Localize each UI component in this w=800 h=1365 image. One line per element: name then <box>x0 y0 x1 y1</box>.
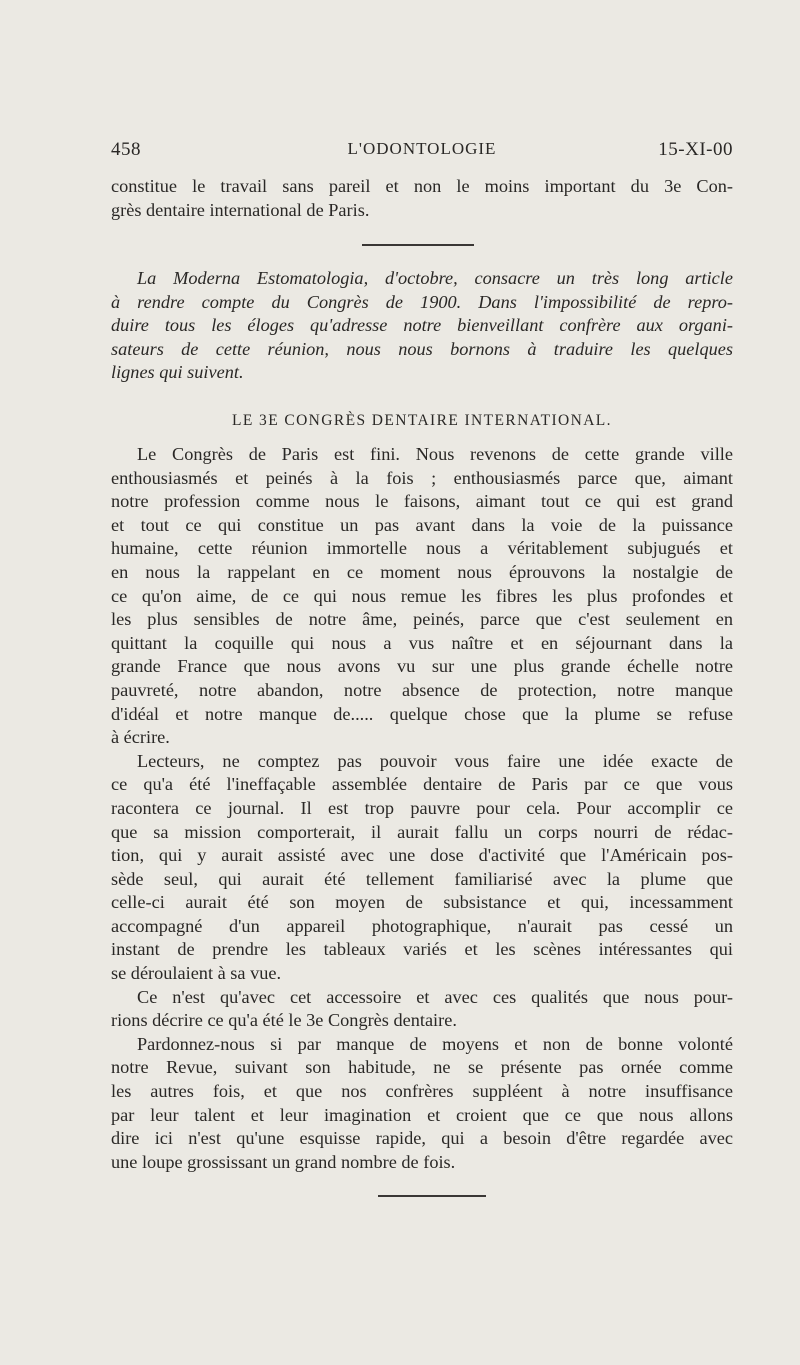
text-line: grande France que nous avons vu sur une plus grande échelle notre <box>111 656 733 677</box>
text-line: duire tous les éloges qu'adresse notre bienveillant confrère aux organi- <box>111 315 733 336</box>
text-line: les autres fois, et que nos confrères suppléent à notre insuffisance <box>111 1081 733 1102</box>
text-line: une loupe grossissant un grand nombre de fois. <box>111 1151 456 1172</box>
text-line: Pardonnez-nous si par manque de moyens et non de bonne volonté <box>137 1033 733 1054</box>
intro-continuation <box>111 175 733 222</box>
text-line: accompagné d'un appareil photographique, n'aurait pas cessé un <box>111 915 733 936</box>
section-title: LE 3E CONGRÈS DENTAIRE INTERNATIONAL. <box>232 412 612 429</box>
text-line: en nous la rappelant en ce moment nous éprouvons la nostalgie de <box>111 561 733 582</box>
text-line: notre profession comme nous le faisons, aimant tout ce qui est grand <box>111 491 733 512</box>
text-line: ce qu'a été l'ineffaçable assemblée dentaire de Paris par ce que vous <box>111 774 733 795</box>
text-line: sède seul, qui aurait été tellement familiarisé avec la plume que <box>111 868 733 889</box>
text-line: à écrire. <box>111 727 170 748</box>
text-line: constitue le travail sans pareil et non le moins important du 3e Con- <box>111 176 733 196</box>
page-number: 458 <box>111 139 141 160</box>
text-line: les plus sensibles de notre âme, peinés, parce que c'est seulement en <box>111 609 733 630</box>
text-line: rions décrire ce qu'a été le 3e Congrès dentaire. <box>111 1010 457 1031</box>
text-line: par leur talent et leur imagination et croient que ce que nous allons <box>111 1104 733 1125</box>
text-line: et tout ce qui constitue un pas avant dans la voie de la puissance <box>111 514 733 535</box>
text-line: lignes qui suivent. <box>111 362 244 383</box>
text-line: à rendre compte du Congrès de 1900. Dans l'impossibilité de repro- <box>111 291 733 312</box>
issue-date: 15-XI-00 <box>658 139 733 160</box>
text-line: que sa mission comporterait, il aurait fallu un corps nourri de rédac- <box>111 821 733 842</box>
end-divider <box>378 1195 486 1197</box>
text-line: humaine, cette réunion immortelle nous a véritablement subjugués et <box>111 538 733 559</box>
text-line: Ce n'est qu'avec cet accessoire et avec ces qualités que nous pour- <box>137 986 733 1007</box>
text-line: racontera ce journal. Il est trop pauvre pour cela. Pour accomplir ce <box>111 797 733 818</box>
text-line: quittant la coquille qui nous a vus naître et en séjournant dans la <box>111 632 733 653</box>
journal-title: L'ODONTOLOGIE <box>347 139 497 158</box>
text-line: dire ici n'est qu'une esquisse rapide, qui a besoin d'être regardée avec <box>111 1128 733 1149</box>
text-line: pauvreté, notre abandon, notre absence de protection, notre manque <box>111 679 733 700</box>
text-line: se déroulaient à sa vue. <box>111 963 282 984</box>
text-line: notre Revue, suivant son habitude, ne se présente pas ornée comme <box>111 1057 733 1078</box>
article-body <box>111 443 733 1174</box>
text-line: ce qu'on aime, de ce qui nous remue les fibres les plus profondes et <box>111 585 733 606</box>
section-divider <box>362 244 474 246</box>
text-line: Lecteurs, ne comptez pas pouvoir vous faire une idée exacte de <box>137 750 733 771</box>
text-line: sateurs de cette réunion, nous nous bornons à traduire les quelques <box>111 338 733 359</box>
text-line: grès dentaire international de Paris. <box>111 199 370 220</box>
text-line: d'idéal et notre manque de..... quelque chose que la plume se refuse <box>111 703 733 724</box>
text-line: celle-ci aurait été son moyen de subsistance et qui, incessamment <box>111 892 733 913</box>
text-line: enthousiasmés et peinés à la fois ; enthousiasmés parce que, aimant <box>111 467 733 488</box>
italic-intro-paragraph <box>111 267 733 385</box>
text-line: La Moderna Estomatologia, d'octobre, consacre un très long article <box>137 268 733 288</box>
running-header <box>111 139 733 165</box>
text-line: tion, qui y aurait assisté avec une dose d'activité que l'Américain pos- <box>111 845 733 866</box>
text-line: instant de prendre les tableaux variés et les scènes intéressantes qui <box>111 939 733 960</box>
text-line: Le Congrès de Paris est fini. Nous revenons de cette grande ville <box>137 444 733 464</box>
